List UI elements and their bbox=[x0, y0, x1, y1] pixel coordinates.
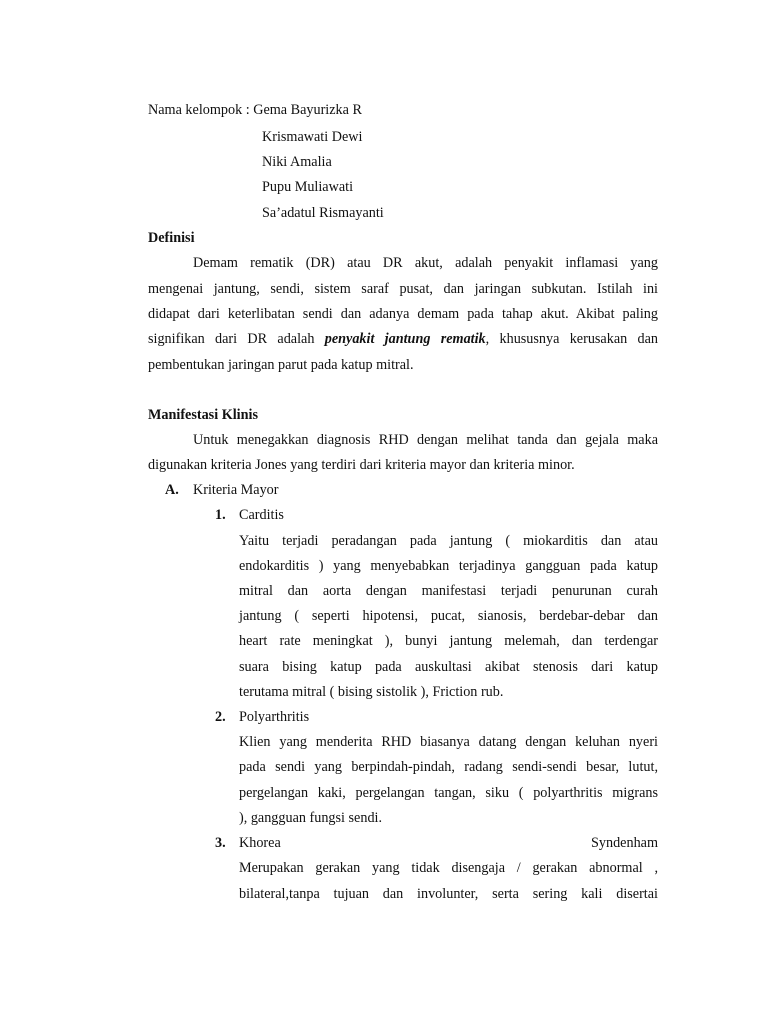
definisi-line: mengenai jantung, sendi, sistem saraf pusat, dan jaringan subkutan. Istilah ini bbox=[148, 281, 658, 297]
definisi-line: Demam rematik (DR) atau DR akut, adalah penyakit inflamasi yang bbox=[193, 255, 658, 271]
item-title: Khorea bbox=[239, 835, 281, 851]
item-line: Yaitu terjadi peradangan pada jantung ( miokarditis dan atau bbox=[239, 533, 658, 549]
item-line: terutama mitral ( bising sistolik ), Friction rub. bbox=[239, 684, 504, 700]
definisi-line: didapat dari keterlibatan sendi dan adanya demam pada tahap akut. Akibat paling bbox=[148, 306, 658, 322]
item-line: pada sendi yang berpindah-pindah, radang sendi-sendi besar, lutut, bbox=[239, 759, 658, 775]
item-line: endokarditis ) yang menyebabkan terjadinya gangguan pada katup bbox=[239, 558, 658, 574]
manifestasi-line: digunakan kriteria Jones yang terdiri dari kriteria mayor dan kriteria minor. bbox=[148, 457, 575, 473]
item-line: Merupakan gerakan yang tidak disengaja / gerakan abnormal , bbox=[239, 860, 658, 876]
item-line: bilateral,tanpa tujuan dan involunter, serta sering kali disertai bbox=[239, 886, 658, 902]
item-line: heart rate meningkat ), bunyi jantung melemah, dan terdengar bbox=[239, 633, 658, 649]
definisi-line: signifikan dari DR adalah penyakit jantung rematik, khususnya kerusakan dan bbox=[148, 331, 658, 347]
manifestasi-heading: Manifestasi Klinis bbox=[148, 407, 258, 423]
item-marker: 1. bbox=[215, 507, 226, 523]
definisi-heading: Definisi bbox=[148, 230, 195, 246]
item-marker: 3. bbox=[215, 835, 226, 851]
group-member: Niki Amalia bbox=[262, 154, 332, 170]
item-line: jantung ( seperti hipotensi, pucat, sianosis, berdebar-debar dan bbox=[239, 608, 658, 624]
section-marker: A. bbox=[165, 482, 179, 498]
item-line: ), gangguan fungsi sendi. bbox=[239, 810, 383, 826]
item-title-right: Syndenham bbox=[591, 835, 658, 851]
item-title: Polyarthritis bbox=[239, 709, 310, 725]
item-line: suara bising katup pada auskultasi akibat stenosis dari katup bbox=[239, 659, 658, 675]
group-label: Nama kelompok : Gema Bayurizka R bbox=[148, 102, 362, 118]
emphasized-term: penyakit jantung rematik bbox=[324, 331, 486, 347]
section-title: Kriteria Mayor bbox=[193, 482, 279, 498]
item-line: mitral dan aorta dengan manifestasi terjadi penurunan curah bbox=[239, 583, 658, 599]
group-member: Pupu Muliawati bbox=[262, 179, 354, 195]
group-member: Sa’adatul Rismayanti bbox=[262, 205, 384, 221]
item-line: pergelangan kaki, pergelangan tangan, siku ( polyarthritis migrans bbox=[239, 785, 658, 801]
manifestasi-line: Untuk menegakkan diagnosis RHD dengan melihat tanda dan gejala maka bbox=[193, 432, 658, 448]
item-line: Klien yang menderita RHD biasanya datang dengan keluhan nyeri bbox=[239, 734, 658, 750]
definisi-line: pembentukan jaringan parut pada katup mitral. bbox=[148, 357, 414, 373]
item-title: Carditis bbox=[239, 507, 284, 523]
item-marker: 2. bbox=[215, 709, 226, 725]
group-member: Krismawati Dewi bbox=[262, 129, 363, 145]
